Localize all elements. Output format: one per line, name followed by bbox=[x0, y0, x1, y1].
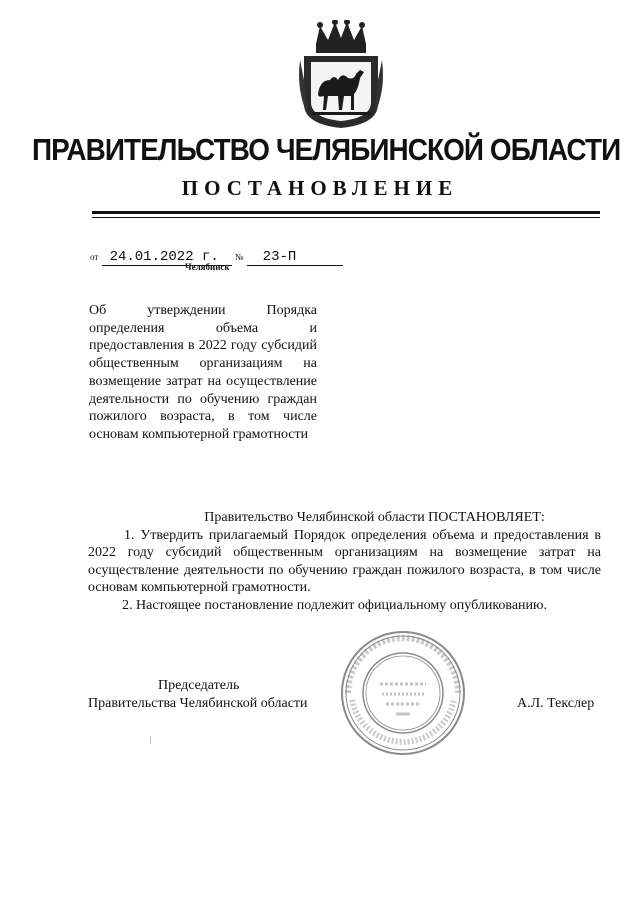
from-label: от bbox=[90, 252, 99, 262]
official-seal-icon bbox=[338, 628, 468, 758]
decree-item-1: 1. Утвердить прилагаемый Порядок определения объема и предоставления в 2022 году субсидий общественным организациям на возмещение затрат на осуществление деятельности по обучению граждан пожилого возраста, в том числе основам компьютерной грамотности. bbox=[88, 527, 601, 595]
city-name: Челябинск bbox=[185, 262, 230, 272]
signatory-name: А.Л. Текслер bbox=[517, 696, 595, 711]
decree-item-2: 2. Настоящее постановление подлежит официальному опубликованию. bbox=[122, 597, 547, 613]
document-body bbox=[88, 509, 601, 614]
header-rule-thin bbox=[92, 217, 600, 218]
signatory-organization: Правительства Челябинской области bbox=[88, 696, 308, 711]
header-rule-thick bbox=[92, 211, 600, 214]
document-number: 23-П bbox=[247, 249, 343, 266]
document-date: 24.01.2022 г. bbox=[102, 249, 232, 266]
scan-mark bbox=[150, 736, 151, 744]
decree-intro: Правительство Челябинской области ПОСТАНОВЛЯЕТ: bbox=[204, 510, 545, 525]
document-type: ПОСТАНОВЛЕНИЕ bbox=[181, 176, 459, 200]
document-subject: Об утверждении Порядка определения объема и предоставления в 2022 году субсидий общественным организациям на возмещение затрат на осуществление деятельности по обучению граждан пожилого возраста, в том числе основам компьютерной грамотности bbox=[89, 303, 317, 442]
number-label: № bbox=[234, 252, 244, 262]
government-title: ПРАВИТЕЛЬСТВО ЧЕЛЯБИНСКОЙ ОБЛАСТИ bbox=[32, 132, 621, 167]
coat-of-arms-icon bbox=[298, 20, 384, 130]
signatory-position: Председатель bbox=[158, 678, 240, 693]
